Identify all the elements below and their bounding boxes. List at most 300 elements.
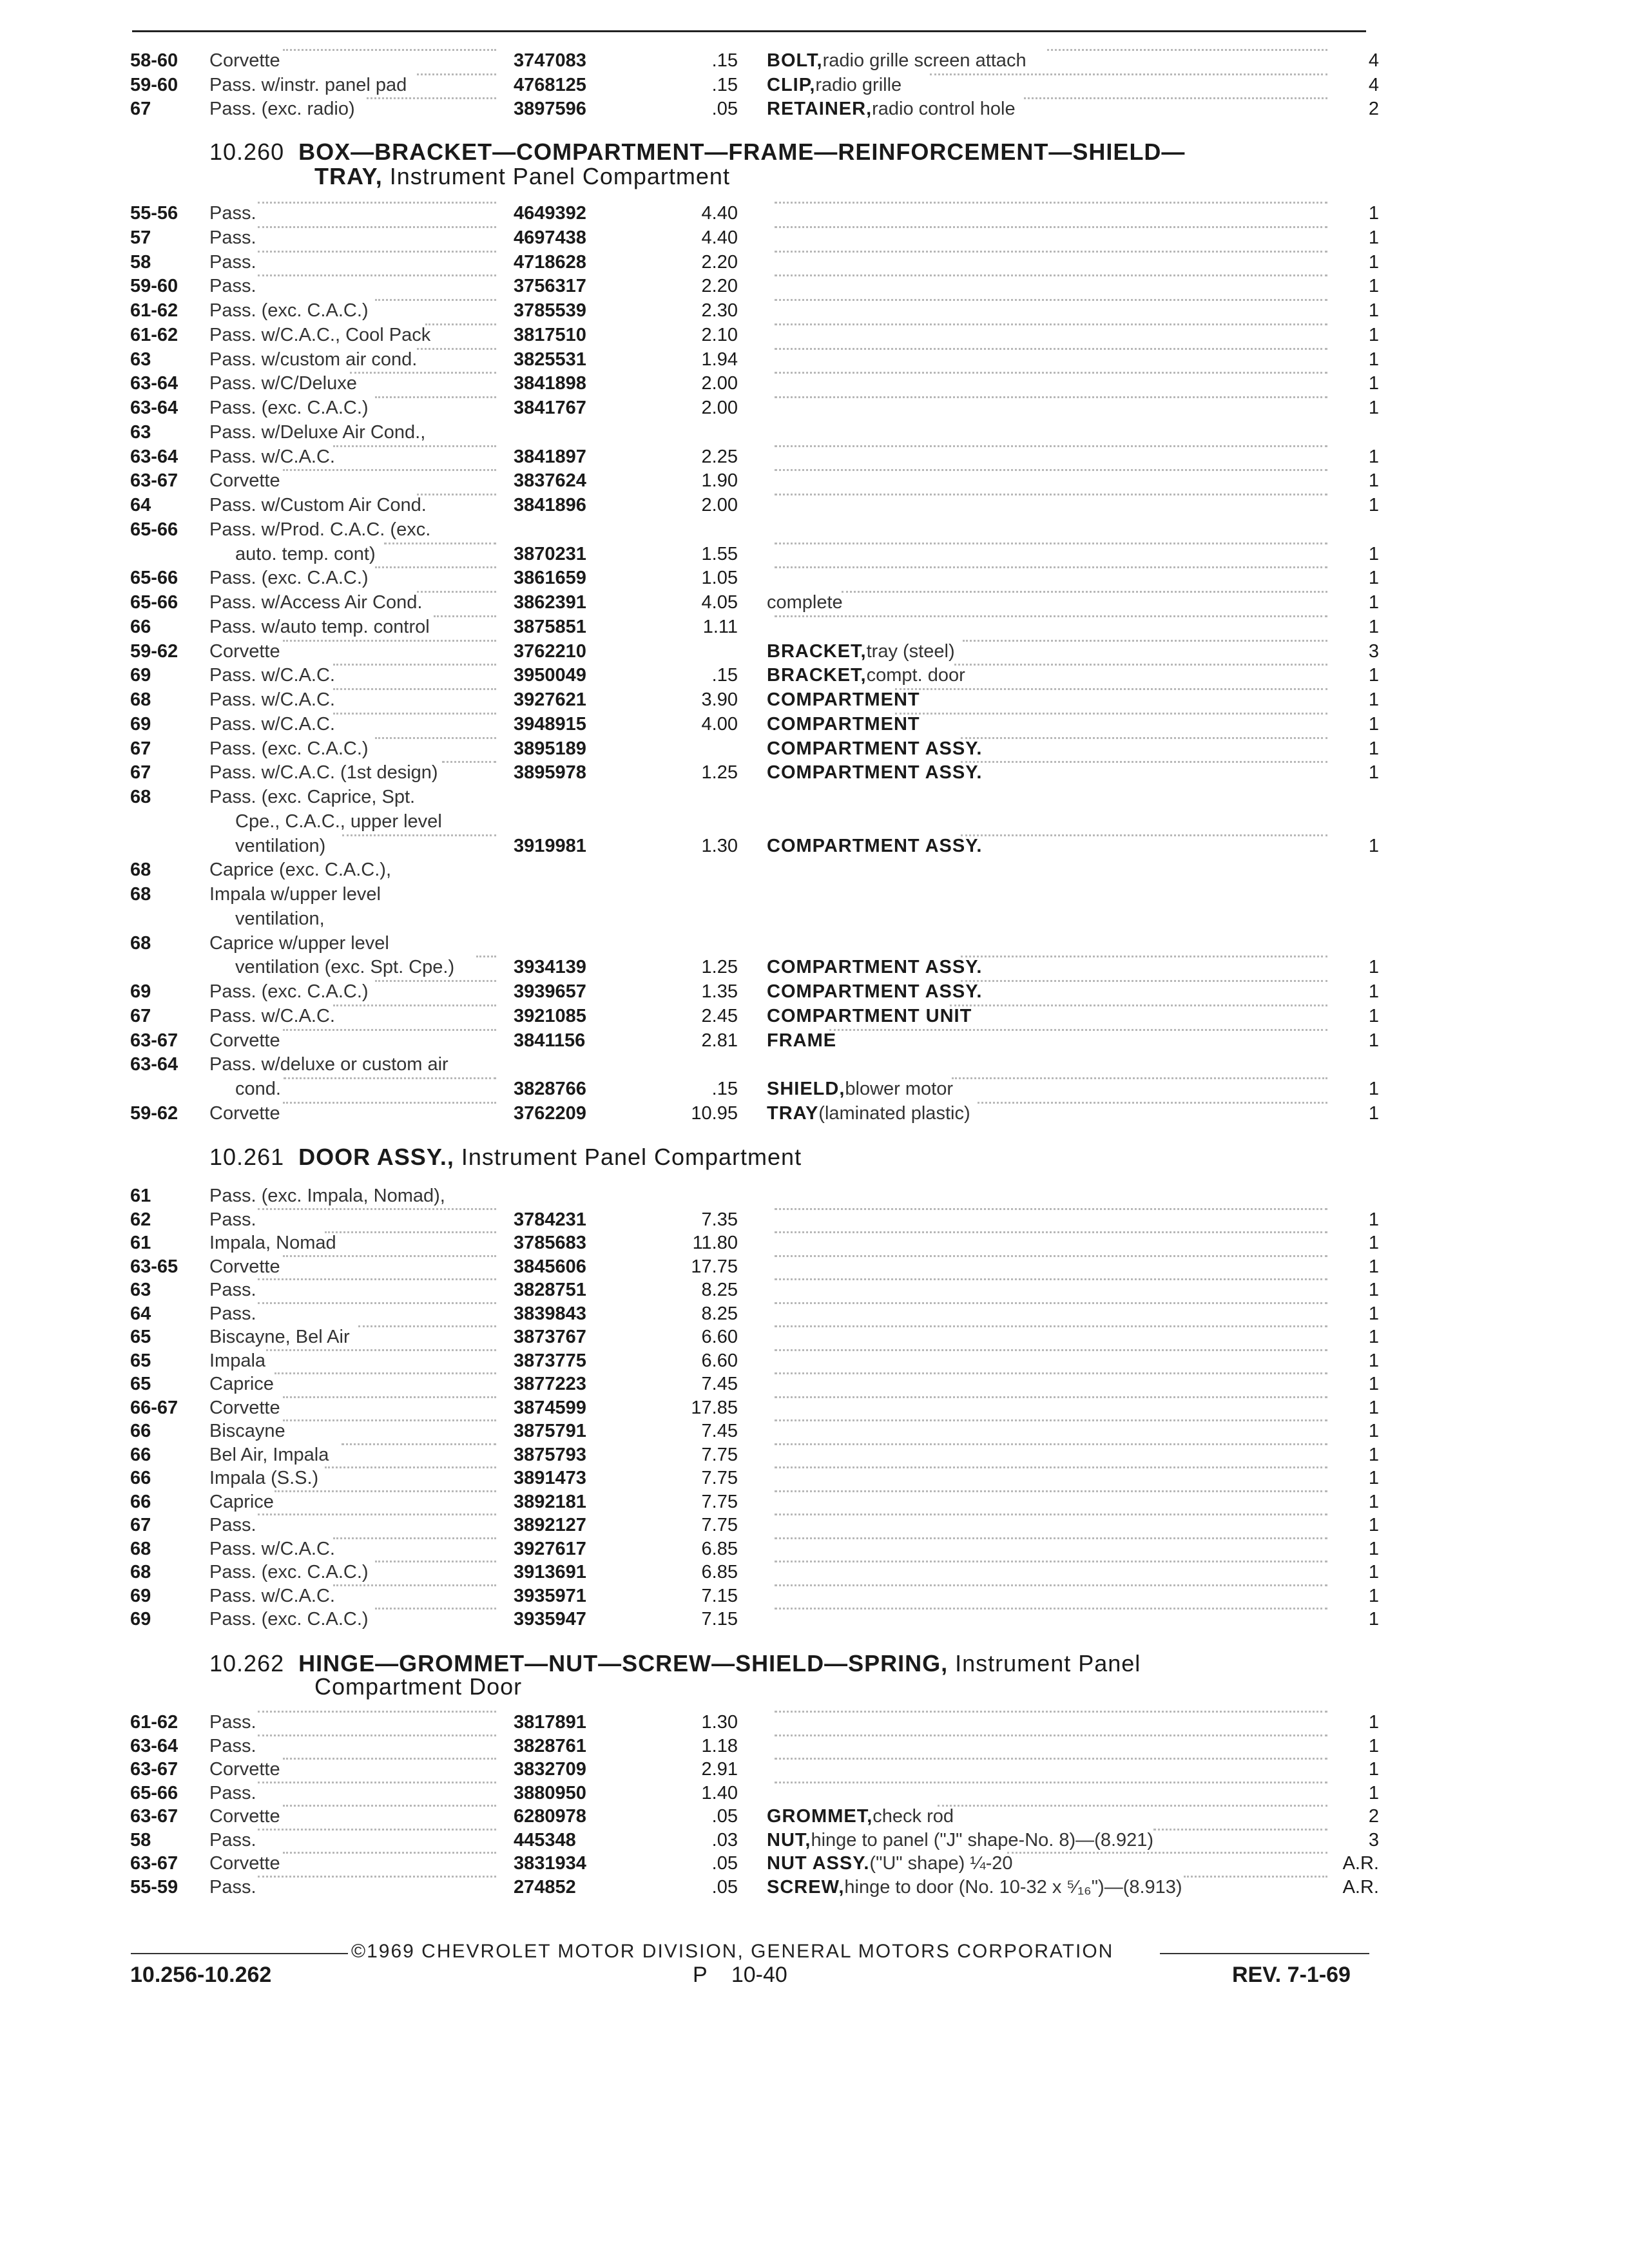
model-application: Pass. w/C.A.C. <box>209 1538 335 1559</box>
leader-dots <box>775 1608 1327 1610</box>
leader-dots <box>283 1805 496 1807</box>
part-name: BOLT, <box>767 50 823 71</box>
model-years: 63 <box>130 349 151 370</box>
leader-dots <box>775 372 1327 374</box>
quantity: 1 <box>1368 665 1379 686</box>
model-application: Pass. (exc. radio) <box>209 99 355 119</box>
leader-dots <box>961 761 1327 763</box>
model-application: Pass. (exc. C.A.C.) <box>209 300 369 321</box>
model-application: Pass. <box>209 1782 256 1803</box>
model-application: auto. temp. cont) <box>235 543 376 564</box>
leader-dots <box>342 1443 496 1445</box>
list-item <box>0 932 1629 956</box>
copyright-notice: ©1969 CHEVROLET MOTOR DIVISION, GENERAL MOTORS CORPORATION <box>351 1941 1114 1962</box>
list-price: 6.60 <box>701 1350 738 1371</box>
leader-dots <box>895 713 1327 715</box>
leader-dots <box>258 1208 496 1210</box>
leader-dots <box>775 1514 1327 1515</box>
leader-dots <box>775 1466 1327 1468</box>
quantity: 1 <box>1368 349 1379 370</box>
part-number: 4718628 <box>514 251 586 273</box>
part-name: RETAINER, <box>767 99 872 119</box>
quantity: 4 <box>1368 50 1379 71</box>
list-item <box>0 1735 1629 1758</box>
leader-dots <box>258 1876 496 1878</box>
part-number: 3880950 <box>514 1782 586 1803</box>
model-years: 58 <box>130 1829 151 1850</box>
list-item <box>0 737 1629 761</box>
quantity: 1 <box>1368 1233 1379 1253</box>
leader-dots <box>775 543 1327 544</box>
leader-dots <box>283 1102 496 1104</box>
model-years: 68 <box>130 689 151 710</box>
leader-dots <box>375 980 496 982</box>
model-years: 61-62 <box>130 1712 178 1733</box>
part-name: NUT ASSY. <box>767 1853 870 1874</box>
part-number: 3891473 <box>514 1468 586 1488</box>
list-item <box>0 1758 1629 1782</box>
quantity: 1 <box>1368 1421 1379 1441</box>
list-price: 2.30 <box>701 300 738 321</box>
part-description <box>767 1004 972 1028</box>
leader-dots <box>775 1711 1327 1713</box>
leader-dots <box>1047 49 1327 51</box>
model-years: 69 <box>130 665 151 686</box>
model-years: 67 <box>130 762 151 783</box>
leader-dots <box>1184 1876 1327 1878</box>
model-years: 68 <box>130 860 151 881</box>
part-number: 3861659 <box>514 568 586 589</box>
model-years: 55-59 <box>130 1876 178 1898</box>
model-years: 63-65 <box>130 1256 178 1277</box>
leader-dots <box>775 566 1327 568</box>
leader-dots <box>938 1805 1327 1807</box>
model-application: Bel Air, Impala <box>209 1444 329 1465</box>
list-item <box>0 372 1629 396</box>
leader-dots <box>842 591 1327 593</box>
model-application: Caprice (exc. C.A.C.), <box>209 860 391 881</box>
part-number: 3756317 <box>514 276 586 297</box>
quantity: 1 <box>1368 251 1379 273</box>
model-application: Impala w/upper level <box>209 884 381 905</box>
quantity: 1 <box>1368 1374 1379 1394</box>
quantity: 1 <box>1368 373 1379 394</box>
list-item <box>0 97 1629 121</box>
list-price: .15 <box>711 665 738 686</box>
list-item <box>0 1255 1629 1279</box>
list-item <box>0 1302 1629 1326</box>
list-price: 7.45 <box>701 1421 738 1441</box>
list-price: 1.90 <box>701 470 738 492</box>
leader-dots <box>952 1077 1327 1079</box>
model-years: 63-67 <box>130 470 178 492</box>
part-number: 3939657 <box>514 981 586 1002</box>
quantity: 1 <box>1368 324 1379 345</box>
part-name: COMPARTMENT ASSY. <box>767 835 983 856</box>
model-years: 65-66 <box>130 519 178 540</box>
footer-rule-right <box>1160 1953 1369 1954</box>
part-number: 3817891 <box>514 1712 586 1733</box>
leader-dots <box>963 640 1327 642</box>
part-number: 3785683 <box>514 1233 586 1253</box>
leader-dots <box>375 1608 496 1610</box>
model-years: 63-67 <box>130 1853 178 1874</box>
leader-dots <box>283 1419 496 1421</box>
model-years: 63-64 <box>130 446 178 467</box>
list-price: 1.55 <box>701 543 738 564</box>
part-detail: hinge to door (No. 10-32 x ⁵⁄₁₆")—(8.913) <box>844 1876 1182 1898</box>
part-number: 445348 <box>514 1829 576 1850</box>
model-years: 55-56 <box>130 203 178 224</box>
leader-dots <box>384 543 496 544</box>
model-application: Pass. w/deluxe or custom air <box>209 1054 448 1075</box>
model-application: Pass. <box>209 1735 256 1756</box>
model-application: Corvette <box>209 1397 280 1418</box>
quantity: 1 <box>1368 1256 1379 1277</box>
part-number: 3870231 <box>514 543 586 564</box>
part-name: BRACKET, <box>767 665 867 686</box>
part-description <box>767 49 1027 73</box>
leader-dots <box>258 1782 496 1783</box>
quantity: 1 <box>1368 1712 1379 1733</box>
model-years: 64 <box>130 495 151 515</box>
revision-date: REV. 7-1-69 <box>1232 1963 1351 1987</box>
list-item <box>0 688 1629 712</box>
model-application: Pass. <box>209 1209 256 1230</box>
model-years: 66-67 <box>130 1397 178 1418</box>
page-range: 10.256-10.262 <box>130 1963 272 1987</box>
leader-dots <box>775 1584 1327 1586</box>
leader-dots <box>417 494 496 495</box>
list-price: 7.75 <box>701 1444 738 1465</box>
quantity: 1 <box>1368 543 1379 564</box>
list-price: .15 <box>711 1079 738 1099</box>
leader-dots <box>775 1278 1327 1280</box>
leader-dots <box>950 1004 1327 1006</box>
part-description <box>767 664 965 687</box>
leader-dots <box>375 299 496 301</box>
model-application: Pass. w/C.A.C. <box>209 665 335 686</box>
list-item <box>0 1349 1629 1373</box>
list-item <box>0 396 1629 420</box>
list-price: 17.85 <box>691 1397 738 1418</box>
leader-dots <box>417 348 496 350</box>
part-number: 3897596 <box>514 99 586 119</box>
model-application: Pass. <box>209 276 256 297</box>
list-price: .05 <box>711 1806 738 1827</box>
model-application: Caprice <box>209 1491 274 1512</box>
list-item <box>0 980 1629 1004</box>
quantity: 1 <box>1368 276 1379 297</box>
model-years: 68 <box>130 884 151 905</box>
part-number: 3762209 <box>514 1102 586 1124</box>
list-price: 2.00 <box>701 495 738 515</box>
section-261-title: 10.261 DOOR ASSY., Instrument Panel Compartment <box>209 1144 802 1170</box>
list-item <box>0 421 1629 445</box>
part-detail: radio grille screen attach <box>822 50 1027 71</box>
leader-dots <box>775 1396 1327 1398</box>
part-detail: hinge to panel ("J" shape-No. 8)—(8.921) <box>811 1829 1154 1850</box>
model-years: 65 <box>130 1374 151 1394</box>
part-number: 3874599 <box>514 1397 586 1418</box>
leader-dots <box>258 202 496 204</box>
model-years: 59-62 <box>130 640 178 662</box>
model-application: Corvette <box>209 50 280 71</box>
model-application: Corvette <box>209 640 280 662</box>
model-years: 63 <box>130 421 151 443</box>
model-years: 57 <box>130 227 151 248</box>
leader-dots <box>775 251 1327 253</box>
quantity: 1 <box>1368 227 1379 248</box>
model-years: 63-67 <box>130 1759 178 1780</box>
quantity: 1 <box>1368 398 1379 418</box>
leader-dots <box>775 1255 1327 1257</box>
model-application: Pass. w/C.A.C. <box>209 689 335 710</box>
model-application: Pass. <box>209 227 256 248</box>
part-number: 3875793 <box>514 1444 586 1465</box>
leader-dots <box>258 274 496 276</box>
top-rule <box>132 30 1366 32</box>
list-item <box>0 1561 1629 1584</box>
model-years: 66 <box>130 1491 151 1512</box>
part-number: 3832709 <box>514 1759 586 1780</box>
leader-dots <box>442 761 496 763</box>
leader-dots <box>258 1278 496 1280</box>
model-years: 61 <box>130 1233 151 1253</box>
list-item <box>0 251 1629 274</box>
part-number: 3948915 <box>514 713 586 735</box>
model-years: 65-66 <box>130 1782 178 1803</box>
quantity: 1 <box>1368 1030 1379 1051</box>
leader-dots <box>775 1231 1327 1233</box>
part-number: 274852 <box>514 1876 576 1898</box>
leader-dots <box>775 615 1327 617</box>
leader-dots <box>375 566 496 568</box>
model-application: Caprice w/upper level <box>209 932 389 954</box>
list-price: 7.15 <box>701 1585 738 1606</box>
list-item <box>0 566 1629 590</box>
list-item <box>0 1805 1629 1829</box>
quantity: 1 <box>1368 1102 1379 1124</box>
leader-dots <box>333 445 496 447</box>
quantity: 1 <box>1368 470 1379 492</box>
list-price: 2.00 <box>701 398 738 418</box>
list-item <box>0 1184 1629 1208</box>
part-number: 3919981 <box>514 835 586 856</box>
list-price: 1.05 <box>701 568 738 589</box>
part-name: COMPARTMENT ASSY. <box>767 957 983 978</box>
quantity: 1 <box>1368 1209 1379 1230</box>
model-application: Pass. <box>209 1515 256 1535</box>
part-description <box>767 1102 970 1126</box>
quantity: 1 <box>1368 689 1379 710</box>
model-years: 65-66 <box>130 592 178 613</box>
list-price: .03 <box>711 1829 738 1850</box>
model-application: ventilation) <box>235 835 326 856</box>
model-application: Pass. (exc. C.A.C.) <box>209 1562 369 1582</box>
model-years: 69 <box>130 981 151 1002</box>
leader-dots <box>775 1490 1327 1492</box>
part-description <box>767 834 982 858</box>
leader-dots <box>258 1829 496 1831</box>
leader-dots <box>775 1537 1327 1539</box>
list-price: 7.35 <box>701 1209 738 1230</box>
leader-dots <box>775 1735 1327 1736</box>
leader-dots <box>266 1349 496 1351</box>
model-years: 65 <box>130 1350 151 1371</box>
part-number: 3841156 <box>514 1030 586 1051</box>
model-years: 67 <box>130 1005 151 1026</box>
model-years: 68 <box>130 787 151 807</box>
leader-dots <box>775 1443 1327 1445</box>
part-name: COMPARTMENT <box>767 713 920 735</box>
leader-dots <box>367 97 496 99</box>
leader-dots <box>325 1466 496 1468</box>
list-item <box>0 810 1629 834</box>
quantity: 1 <box>1368 446 1379 467</box>
part-number: 3831934 <box>514 1853 586 1874</box>
model-years: 68 <box>130 932 151 954</box>
model-application: Pass. w/C.A.C. <box>209 713 335 735</box>
leader-dots <box>775 323 1327 325</box>
model-application: Pass. (exc. C.A.C.) <box>209 738 369 759</box>
quantity: A.R. <box>1342 1853 1379 1874</box>
model-years: 63-64 <box>130 398 178 418</box>
section-262-title-line2: Compartment Door <box>314 1673 523 1700</box>
list-price: 2.00 <box>701 373 738 394</box>
leader-dots <box>333 664 496 666</box>
list-price: 1.11 <box>702 616 738 637</box>
list-price: 1.35 <box>701 981 738 1002</box>
leader-dots <box>775 1349 1327 1351</box>
part-name: COMPARTMENT <box>767 689 920 710</box>
leader-dots <box>1153 1829 1327 1831</box>
list-price: 4.05 <box>701 592 738 613</box>
leader-dots <box>283 640 496 642</box>
part-number: 3934139 <box>514 957 586 978</box>
model-application: Pass. w/C.A.C. <box>209 1005 335 1026</box>
quantity: 1 <box>1368 1782 1379 1803</box>
leader-dots <box>425 323 496 325</box>
part-number: 3828751 <box>514 1280 586 1300</box>
list-item <box>0 1782 1629 1805</box>
part-number: 3862391 <box>514 592 586 613</box>
list-item <box>0 907 1629 931</box>
part-number: 3921085 <box>514 1005 586 1026</box>
part-description <box>767 956 982 979</box>
part-number: 3873775 <box>514 1350 586 1371</box>
part-description <box>767 1852 1013 1876</box>
model-years: 59-62 <box>130 1102 178 1124</box>
model-years: 69 <box>130 1585 151 1606</box>
quantity: 1 <box>1368 1585 1379 1606</box>
part-number: 3877223 <box>514 1374 586 1394</box>
list-item <box>0 640 1629 664</box>
part-number: 3935947 <box>514 1609 586 1629</box>
quantity: 1 <box>1368 1303 1379 1324</box>
part-number: 3839843 <box>514 1303 586 1324</box>
part-number: 3784231 <box>514 1209 586 1230</box>
leader-dots <box>775 348 1327 350</box>
part-description <box>767 73 902 97</box>
list-price: 6.85 <box>701 1562 738 1582</box>
leader-dots <box>961 956 1327 957</box>
list-item <box>0 274 1629 298</box>
list-price: 17.75 <box>691 1256 738 1277</box>
leader-dots <box>954 664 1327 666</box>
quantity: 1 <box>1368 616 1379 637</box>
part-number: 3873767 <box>514 1327 586 1347</box>
list-price: 8.25 <box>701 1280 738 1300</box>
list-price: 2.91 <box>701 1759 738 1780</box>
part-detail: complete <box>767 592 843 613</box>
list-price: 4.40 <box>701 203 738 224</box>
part-name: BRACKET, <box>767 640 867 662</box>
list-item <box>0 1372 1629 1396</box>
model-years: 63-64 <box>130 1735 178 1756</box>
list-item <box>0 1102 1629 1126</box>
list-item <box>0 1537 1629 1561</box>
leader-dots <box>283 1758 496 1760</box>
page-number: P 10-40 <box>693 1963 787 1987</box>
model-application: Pass. <box>209 1829 256 1850</box>
list-price: 1.94 <box>701 349 738 370</box>
model-application: Pass. (exc. C.A.C.) <box>209 398 369 418</box>
leader-dots <box>333 1537 496 1539</box>
leader-dots <box>775 202 1327 204</box>
part-number: 3927617 <box>514 1538 586 1559</box>
part-name: COMPARTMENT ASSY. <box>767 738 983 759</box>
list-item <box>0 73 1629 97</box>
part-number: 3875791 <box>514 1421 586 1441</box>
quantity: 1 <box>1368 762 1379 783</box>
leader-dots <box>775 1325 1327 1327</box>
list-item <box>0 858 1629 882</box>
list-price: .15 <box>711 74 738 95</box>
quantity: 1 <box>1368 981 1379 1002</box>
model-application: ventilation, <box>235 908 325 929</box>
part-number: 3895189 <box>514 738 586 759</box>
model-application: Biscayne, Bel Air <box>209 1327 350 1347</box>
list-price: 2.45 <box>701 1005 738 1026</box>
list-item <box>0 1711 1629 1735</box>
leader-dots <box>476 956 496 957</box>
list-price: 6.85 <box>701 1538 738 1559</box>
part-number: 3828766 <box>514 1079 586 1099</box>
list-price: 7.75 <box>701 1491 738 1512</box>
list-item <box>0 1466 1629 1490</box>
quantity: 1 <box>1368 1759 1379 1780</box>
list-price: .05 <box>711 1853 738 1874</box>
list-price: 3.90 <box>701 689 738 710</box>
list-price: 2.10 <box>701 324 738 345</box>
part-number: 3817510 <box>514 324 586 345</box>
list-item <box>0 1608 1629 1631</box>
list-item <box>0 1053 1629 1077</box>
quantity: 1 <box>1368 1538 1379 1559</box>
model-years: 63-67 <box>130 1806 178 1827</box>
list-item <box>0 543 1629 566</box>
leader-dots <box>775 1419 1327 1421</box>
section-262-title-line1: 10.262 HINGE—GROMMET—NUT—SCREW—SHIELD—SPRING, Instrument Panel <box>209 1650 1141 1677</box>
list-item <box>0 518 1629 542</box>
part-number: 3875851 <box>514 616 586 637</box>
list-price: 2.20 <box>701 251 738 273</box>
list-item <box>0 1077 1629 1101</box>
leader-dots <box>775 494 1327 495</box>
leader-dots <box>775 1782 1327 1783</box>
part-number: 3841896 <box>514 495 586 515</box>
